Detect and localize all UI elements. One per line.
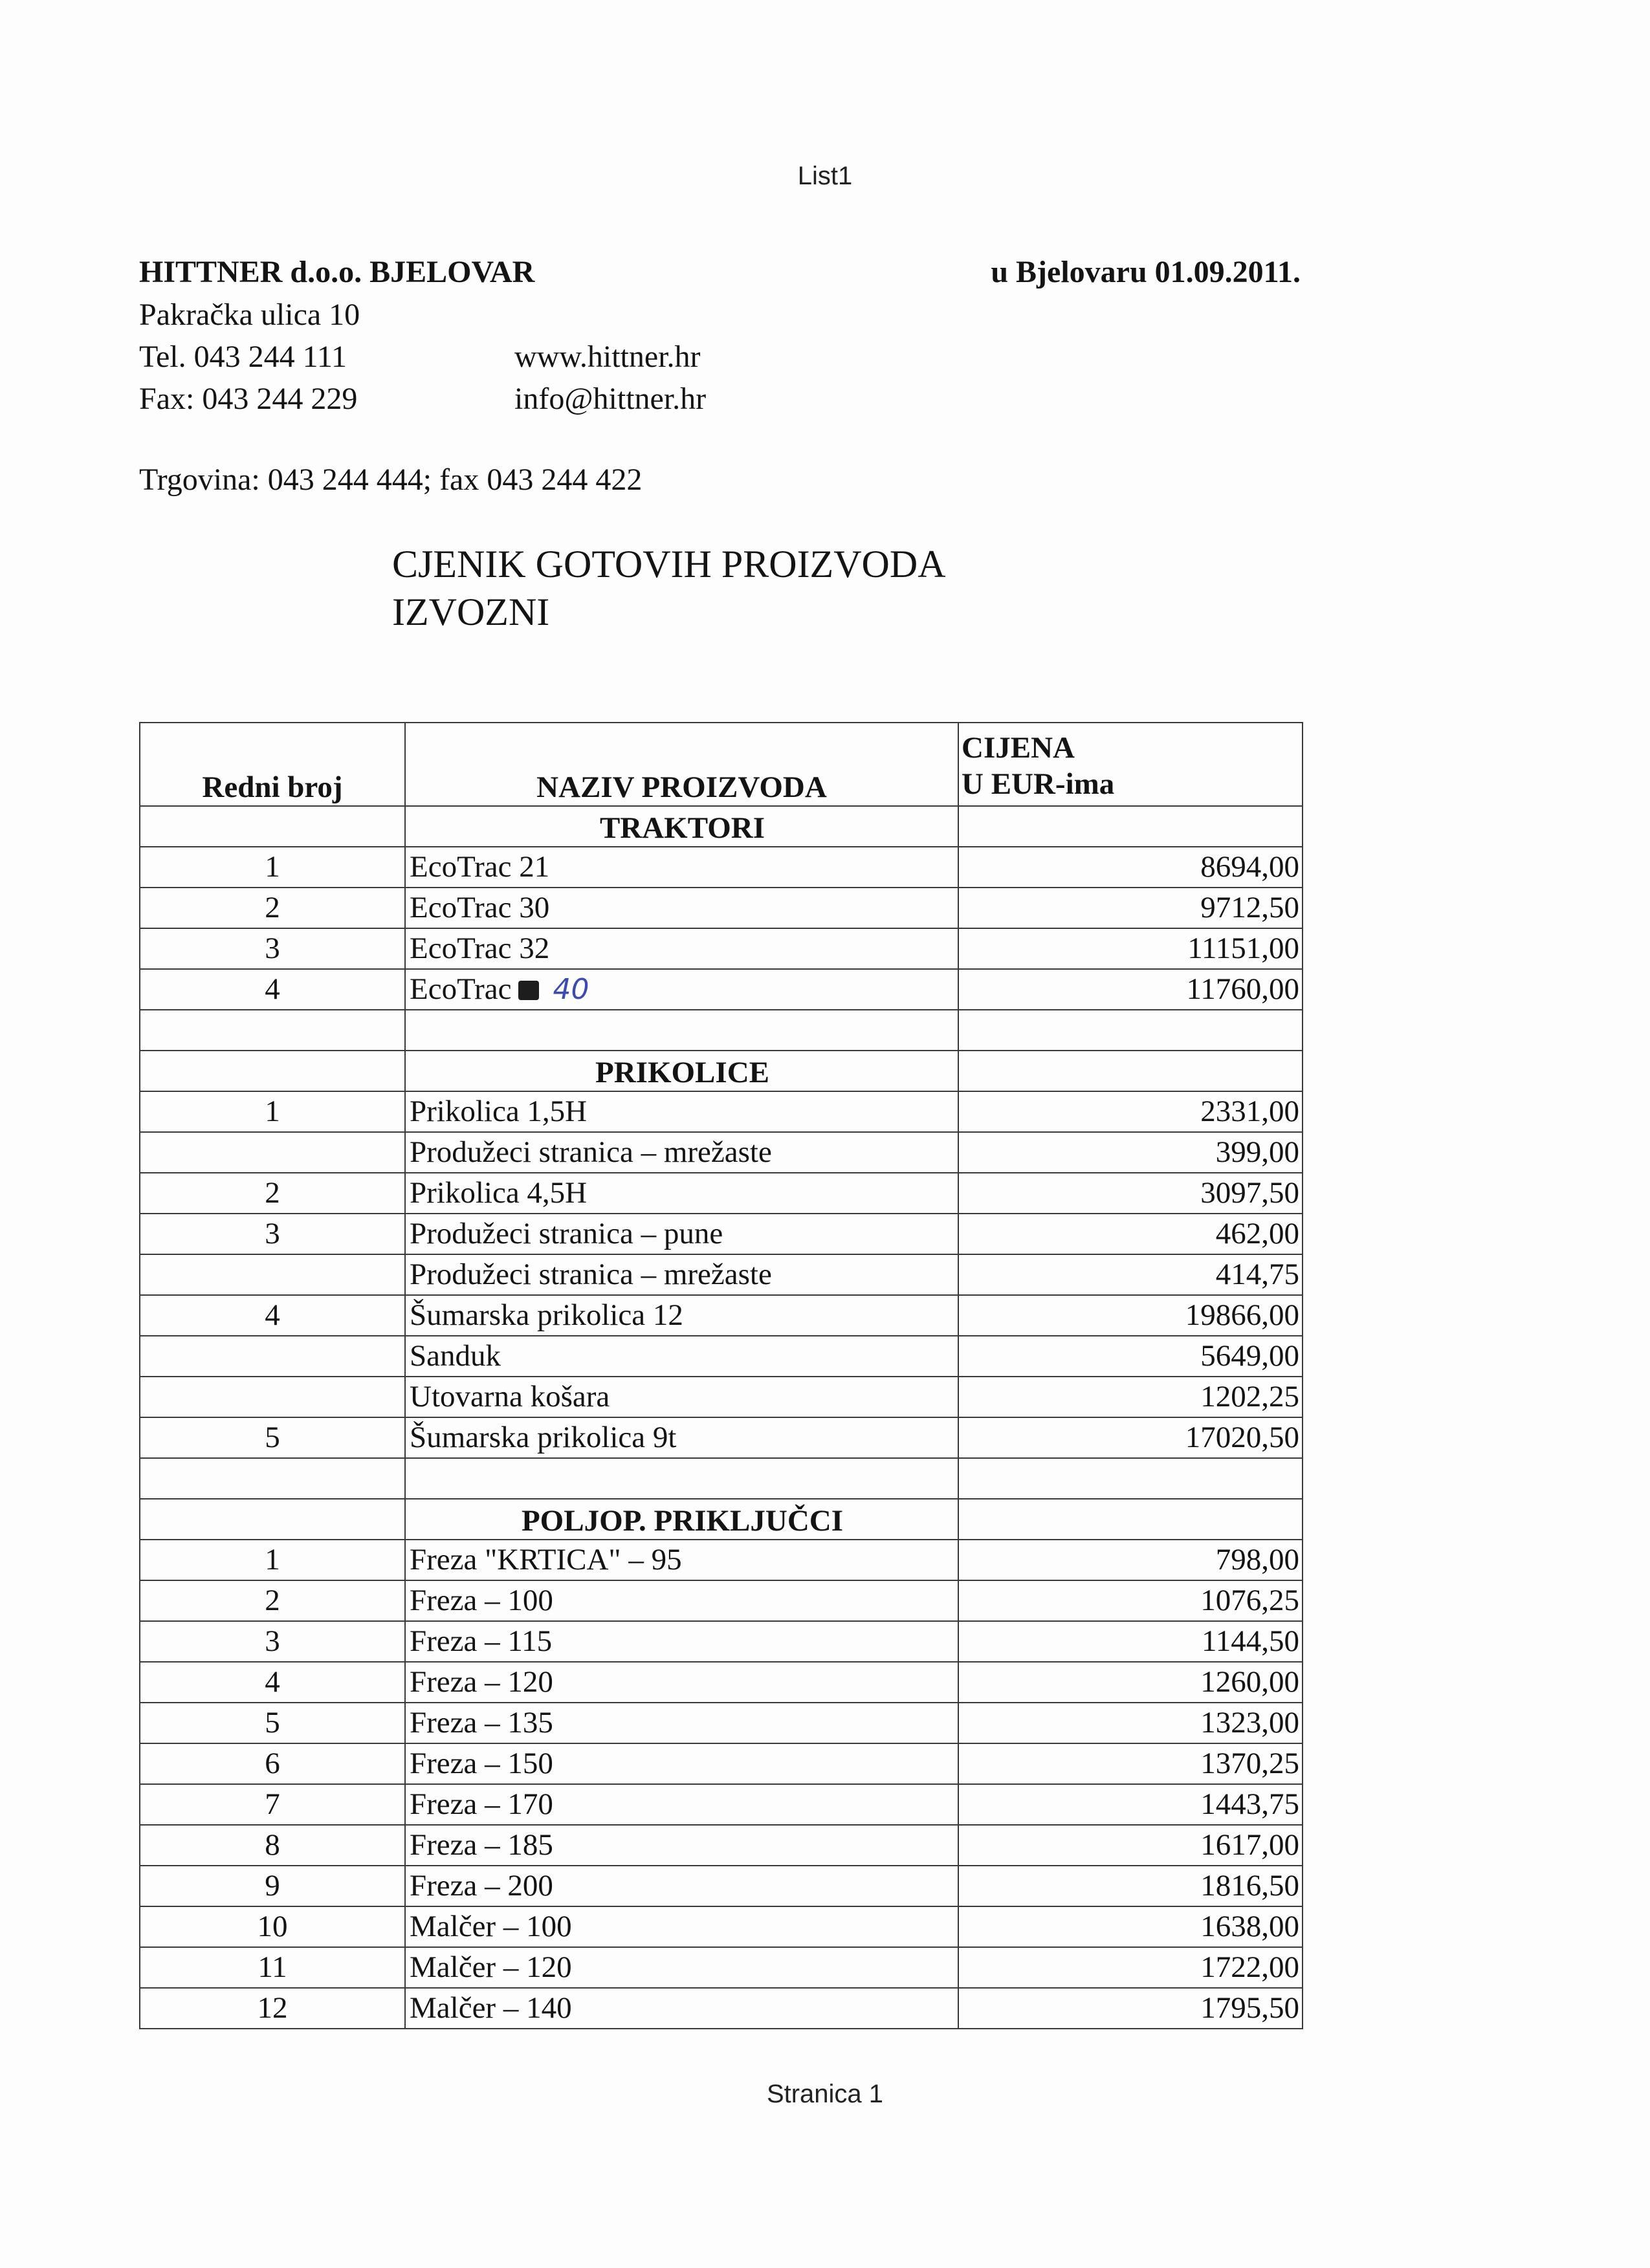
product-price: 1722,00 (958, 1947, 1303, 1988)
empty-cell (958, 806, 1303, 847)
product-price: 8694,00 (958, 847, 1303, 888)
product-price: 1202,25 (958, 1377, 1303, 1417)
row-number (140, 1132, 405, 1173)
product-price: 1323,00 (958, 1703, 1303, 1743)
product-price: 17020,50 (958, 1417, 1303, 1458)
row-number: 9 (140, 1866, 405, 1906)
product-name: Produžeci stranica – mrežaste (410, 1257, 772, 1291)
table-row (140, 1784, 1303, 1825)
product-name: Prikolica 4,5H (410, 1175, 588, 1210)
product-name: Freza – 135 (410, 1705, 553, 1739)
empty-cell (140, 1458, 405, 1499)
company-fax: Fax: 043 244 229 (139, 382, 358, 416)
table-row (140, 1295, 1303, 1336)
product-price: 1370,25 (958, 1743, 1303, 1784)
company-phone: Tel. 043 244 111 (139, 340, 347, 374)
product-price: 1816,50 (958, 1866, 1303, 1906)
row-number (140, 1336, 405, 1377)
product-name: Freza – 200 (410, 1868, 553, 1903)
product-name: Utovarna košara (410, 1379, 610, 1413)
product-price: 2331,00 (958, 1091, 1303, 1132)
product-name-cell (405, 888, 958, 928)
product-name: Freza – 185 (410, 1827, 553, 1862)
product-name: Malčer – 100 (410, 1909, 572, 1943)
table-row (140, 1336, 1303, 1377)
table-row (140, 888, 1303, 928)
table-row (140, 1866, 1303, 1906)
product-name-cell (405, 1091, 958, 1132)
table-row (140, 1621, 1303, 1662)
table-header-row (140, 723, 1303, 806)
product-name: Prikolica 1,5H (410, 1094, 588, 1128)
section-title: PRIKOLICE (405, 1051, 958, 1091)
dateline: u Bjelovaru 01.09.2011. (991, 255, 1301, 289)
company-website: www.hittner.hr (514, 340, 701, 374)
product-price: 3097,50 (958, 1173, 1303, 1214)
product-name-cell (405, 1214, 958, 1254)
table-row (140, 1906, 1303, 1947)
row-number: 1 (140, 1540, 405, 1580)
row-number: 5 (140, 1703, 405, 1743)
section-title: POLJOP. PRIKLJUČCI (405, 1499, 958, 1540)
company-address: Pakračka ulica 10 (139, 298, 360, 332)
row-number: 10 (140, 1906, 405, 1947)
table-row (140, 847, 1303, 888)
table-row (140, 1988, 1303, 2029)
table-row (140, 969, 1303, 1010)
product-name-cell (405, 1417, 958, 1458)
product-name-cell (405, 1947, 958, 1988)
product-name-cell (405, 1743, 958, 1784)
product-name: Freza – 120 (410, 1664, 553, 1699)
product-price: 1443,75 (958, 1784, 1303, 1825)
page-footer: Stranica 1 (766, 2080, 884, 2108)
product-name: Freza – 170 (410, 1787, 553, 1821)
row-number (140, 1254, 405, 1295)
table-row (140, 1703, 1303, 1743)
row-number: 4 (140, 969, 405, 1010)
product-name: EcoTrac 21 (410, 849, 550, 884)
table-row (140, 1825, 1303, 1866)
product-price: 19866,00 (958, 1295, 1303, 1336)
row-number: 11 (140, 1947, 405, 1988)
header-naziv-proizvoda: NAZIV PROIZVODA (405, 723, 958, 806)
row-number: 8 (140, 1825, 405, 1866)
product-name-cell (405, 847, 958, 888)
row-number: 3 (140, 1214, 405, 1254)
product-price: 5649,00 (958, 1336, 1303, 1377)
product-price: 11151,00 (958, 928, 1303, 969)
section-title: TRAKTORI (405, 806, 958, 847)
empty-cell (958, 1010, 1303, 1051)
section-row (140, 1499, 1303, 1540)
table-row (140, 1743, 1303, 1784)
row-number: 2 (140, 1580, 405, 1621)
table-row (140, 1254, 1303, 1295)
header-cijena-line2: U EUR-ima (962, 767, 1115, 801)
header-cijena-line1: CIJENA (962, 731, 1075, 765)
sheet-name: List1 (797, 162, 853, 190)
empty-cell (958, 1499, 1303, 1540)
product-name-cell (405, 1295, 958, 1336)
document-subtitle: IZVOZNI (392, 591, 550, 633)
product-price: 462,00 (958, 1214, 1303, 1254)
table-row (140, 1580, 1303, 1621)
product-price: 414,75 (958, 1254, 1303, 1295)
product-name-cell (405, 1866, 958, 1906)
table-row (140, 1091, 1303, 1132)
row-number: 1 (140, 847, 405, 888)
table-row (140, 1214, 1303, 1254)
product-name-cell (405, 1621, 958, 1662)
product-price: 1260,00 (958, 1662, 1303, 1703)
product-name: Šumarska prikolica 12 (410, 1298, 683, 1332)
product-name-cell (405, 1377, 958, 1417)
product-name-cell (405, 1132, 958, 1173)
product-price: 1617,00 (958, 1825, 1303, 1866)
row-number: 1 (140, 1091, 405, 1132)
product-name: EcoTrac 32 (410, 931, 550, 965)
product-price: 1076,25 (958, 1580, 1303, 1621)
row-number: 3 (140, 928, 405, 969)
header-redni-broj: Redni broj (140, 723, 405, 806)
table-row (140, 1540, 1303, 1580)
row-number: 2 (140, 1173, 405, 1214)
shop-contact: Trgovina: 043 244 444; fax 043 244 422 (139, 463, 643, 497)
table-row (140, 1947, 1303, 1988)
product-name-cell (405, 1173, 958, 1214)
empty-cell (140, 806, 405, 847)
product-name-cell (405, 1254, 958, 1295)
company-email: info@hittner.hr (514, 382, 707, 416)
empty-cell (140, 1010, 405, 1051)
table-row (140, 1417, 1303, 1458)
product-price: 1638,00 (958, 1906, 1303, 1947)
row-number: 12 (140, 1988, 405, 2029)
table-row (140, 1377, 1303, 1417)
product-name-cell (405, 928, 958, 969)
ink-blot-icon (518, 981, 539, 1000)
section-row (140, 1051, 1303, 1091)
empty-cell (140, 1051, 405, 1091)
section-row (140, 806, 1303, 847)
row-number (140, 1377, 405, 1417)
empty-cell (958, 1458, 1303, 1499)
product-name: Freza – 115 (410, 1624, 553, 1658)
table-row (140, 1173, 1303, 1214)
empty-cell (958, 1051, 1303, 1091)
product-name: Šumarska prikolica 9t (410, 1420, 677, 1454)
product-name-cell (405, 1988, 958, 2029)
empty-cell (405, 1458, 958, 1499)
spacer-row (140, 1458, 1303, 1499)
price-table-body (140, 723, 1303, 2029)
table-row (140, 928, 1303, 969)
product-name-cell (405, 1662, 958, 1703)
product-name-cell (405, 969, 958, 1010)
product-name-cell (405, 1784, 958, 1825)
product-price: 1795,50 (958, 1988, 1303, 2029)
row-number: 6 (140, 1743, 405, 1784)
row-number: 4 (140, 1662, 405, 1703)
row-number: 7 (140, 1784, 405, 1825)
spacer-row (140, 1010, 1303, 1051)
row-number: 2 (140, 888, 405, 928)
table-row (140, 1132, 1303, 1173)
empty-cell (140, 1499, 405, 1540)
product-name-cell (405, 1906, 958, 1947)
document-title: CJENIK GOTOVIH PROIZVODA (392, 543, 946, 585)
empty-cell (405, 1010, 958, 1051)
row-number: 3 (140, 1621, 405, 1662)
product-name-cell (405, 1580, 958, 1621)
product-price: 1144,50 (958, 1621, 1303, 1662)
product-name: Produžeci stranica – mrežaste (410, 1135, 772, 1169)
product-name-cell (405, 1825, 958, 1866)
row-number: 4 (140, 1295, 405, 1336)
table-row (140, 1662, 1303, 1703)
product-name-cell (405, 1540, 958, 1580)
product-name: Freza – 100 (410, 1583, 553, 1617)
product-name-cell (405, 1703, 958, 1743)
product-name: Malčer – 140 (410, 1990, 572, 2025)
product-name: Produžeci stranica – pune (410, 1216, 723, 1250)
product-name: Sanduk (410, 1338, 501, 1373)
product-name-cell (405, 1336, 958, 1377)
product-name: Freza – 150 (410, 1746, 553, 1780)
product-price: 798,00 (958, 1540, 1303, 1580)
product-name: EcoTrac (410, 972, 512, 1006)
product-name: Freza "KRTICA" – 95 (410, 1542, 682, 1576)
product-price: 399,00 (958, 1132, 1303, 1173)
price-table (139, 722, 1303, 2029)
row-number: 5 (140, 1417, 405, 1458)
company-name: HITTNER d.o.o. BJELOVAR (139, 255, 535, 289)
handwritten-note: 40 (553, 972, 589, 1006)
product-name: Malčer – 120 (410, 1950, 572, 1984)
product-name: EcoTrac 30 (410, 890, 550, 924)
product-price: 11760,00 (958, 969, 1303, 1010)
product-price: 9712,50 (958, 888, 1303, 928)
header-cijena (958, 723, 1303, 806)
